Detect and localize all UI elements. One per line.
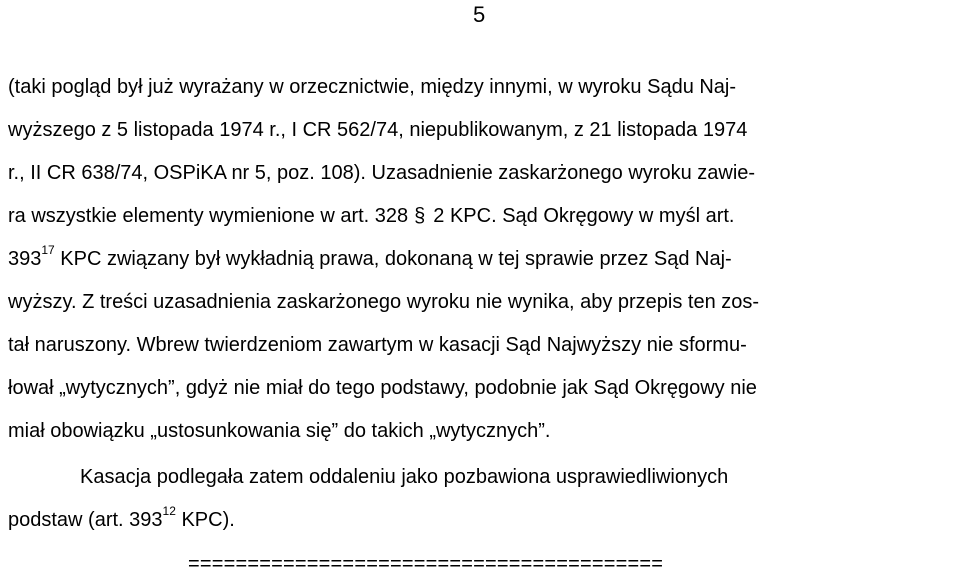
line-11-text-start: podstaw (art. 393 [8,509,163,531]
paragraph-2-line-1: Kasacja podlegała zatem oddaleniu jako pozbawiona usprawiedliwionych [80,466,729,488]
line-4-text-start: ra wszystkie elementy wymienione w art. 328 [8,205,409,227]
paragraph-line-7: tał naruszony. Wbrew twierdzeniom zawartym w kasacji Sąd Najwyższy nie sformu- [8,334,747,356]
paragraph-line-2: wyższego z 5 listopada 1974 r., I CR 562/74, niepublikowanym, z 21 listopada 1974 [8,119,748,141]
separator-line: ======================================== [188,553,664,575]
line-4-text-end: 2 KPC. Sąd Okręgowy w myśl art. [433,205,735,227]
article-superscript-2: 12 [162,504,176,519]
page-number: 5 [473,2,486,27]
paragraph-line-9: miał obowiązku „ustosunkowania się” do takich „wytycznych”. [8,420,551,442]
paragraph-line-5 [8,243,732,271]
paragraph-line-8: łował „wytycznych”, gdyż nie miał do tego podstawy, podobnie jak Sąd Okręgowy nie [8,377,757,399]
line-11-text-end: KPC). [175,509,235,531]
paragraph-line-1: (taki pogląd był już wyrażany w orzecznictwie, między innymi, w wyroku Sądu Naj- [8,76,737,98]
paragraph-line-6: wyższy. Z treści uzasadnienia zaskarżonego wyroku nie wynika, aby przepis ten zos- [8,291,760,313]
paragraph-line-4 [8,204,734,228]
section-sign: § [414,205,426,227]
paragraph-2-line-2 [8,504,235,532]
article-superscript: 17 [41,243,55,258]
paragraph-line-3: r., II CR 638/74, OSPiKA nr 5, poz. 108). Uzasadnienie zaskarżonego wyroku zawie- [8,162,756,184]
line-5-text: KPC związany był wykładnią prawa, dokonaną w tej sprawie przez Sąd Naj- [54,248,732,270]
article-number: 393 [8,248,42,270]
